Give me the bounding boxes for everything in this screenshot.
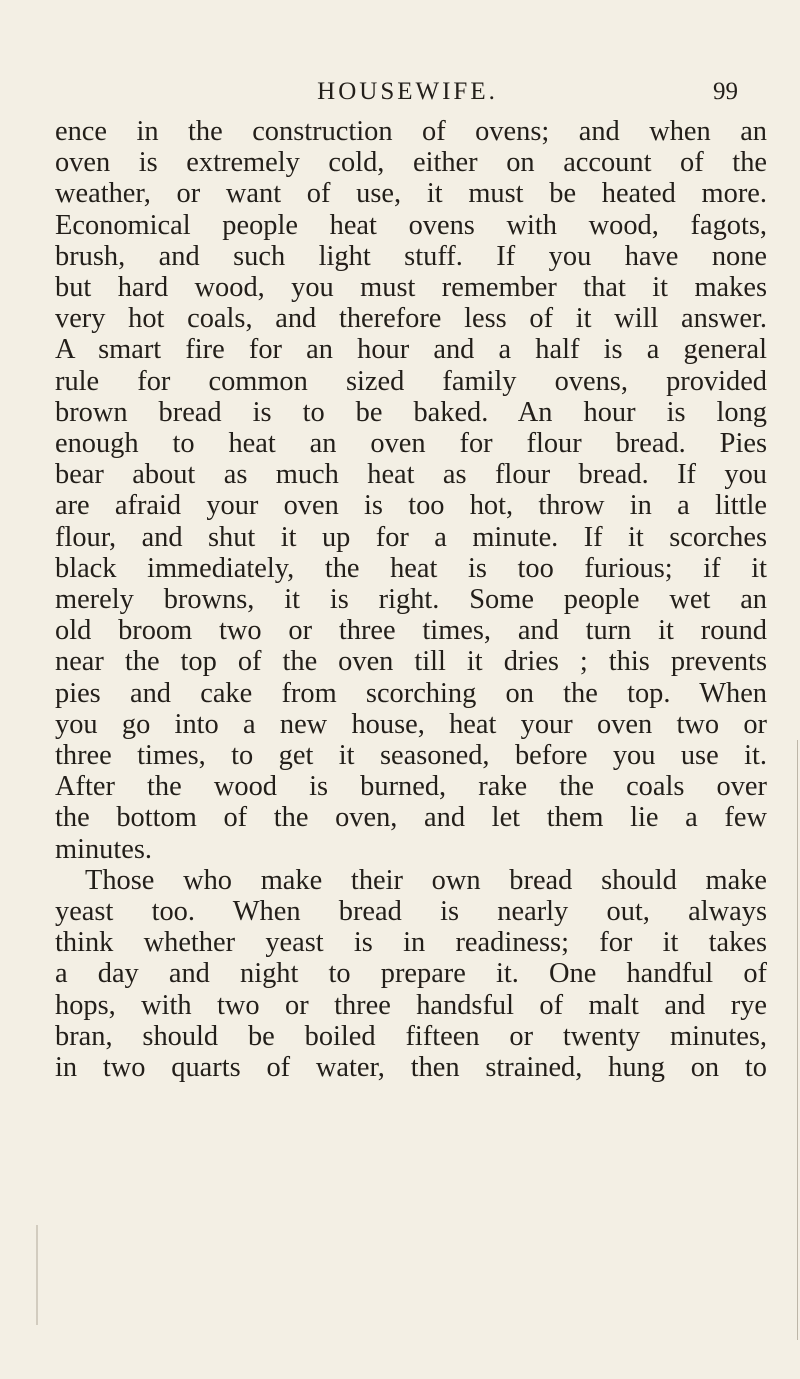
text-line: hops, with two or three handsful of malt and rye [55, 989, 767, 1021]
page-edge-shadow [797, 740, 798, 1340]
text-line: three times, to get it seasoned, before you use it. [55, 740, 767, 772]
text-line: you go into a new house, heat your oven two or [55, 708, 767, 740]
text-line: think whether yeast is in readiness; for it takes [55, 927, 767, 959]
text-line: pies and cake from scorching on the top. When [55, 677, 767, 709]
page-number: 99 [713, 78, 738, 105]
paragraph-end-line: minutes. [55, 833, 152, 865]
text-line: flour, and shut it up for a minute. If it scorches [55, 521, 767, 553]
text-line: yeast too. When bread is nearly out, always [55, 896, 767, 928]
text-line: ence in the construction of ovens; and when an [55, 116, 767, 147]
text-line: bear about as much heat as flour bread. If you [55, 459, 767, 491]
text-line: very hot coals, and therefore less of it will answer. [55, 303, 767, 335]
text-line: but hard wood, you must remember that it makes [55, 272, 767, 304]
body-text [55, 116, 767, 1083]
text-line: rule for common sized family ovens, provided [55, 365, 767, 397]
text-line: brush, and such light stuff. If you have none [55, 240, 767, 272]
text-line: bran, should be boiled fifteen or twenty minutes, [55, 1020, 767, 1052]
text-line: merely browns, it is right. Some people wet an [55, 584, 767, 616]
text-line: A smart fire for an hour and a half is a general [55, 334, 767, 366]
text-line: brown bread is to be baked. An hour is long [55, 396, 767, 428]
paragraph-start-line: Those who make their own bread should make [85, 864, 767, 896]
text-line: weather, or want of use, it must be heated more. [55, 178, 767, 210]
text-line: are afraid your oven is too hot, throw in a little [55, 490, 767, 522]
text-line: a day and night to prepare it. One handful of [55, 958, 767, 990]
text-line: Economical people heat ovens with wood, fagots, [55, 209, 767, 241]
running-head: HOUSEWIFE. [317, 78, 498, 105]
text-line: enough to heat an oven for flour bread. Pies [55, 428, 767, 460]
text-line: After the wood is burned, rake the coals over [55, 771, 767, 803]
text-line: near the top of the oven till it dries ; this prevents [55, 646, 767, 678]
gutter-shadow [36, 1225, 38, 1325]
text-line: the bottom of the oven, and let them lie a few [55, 802, 767, 834]
text-line: old broom two or three times, and turn it round [55, 615, 767, 647]
text-line: in two quarts of water, then strained, hung on to [55, 1052, 767, 1084]
text-line: black immediately, the heat is too furious; if it [55, 552, 767, 584]
text-line: oven is extremely cold, either on account of the [55, 147, 767, 179]
page-header [55, 78, 760, 112]
